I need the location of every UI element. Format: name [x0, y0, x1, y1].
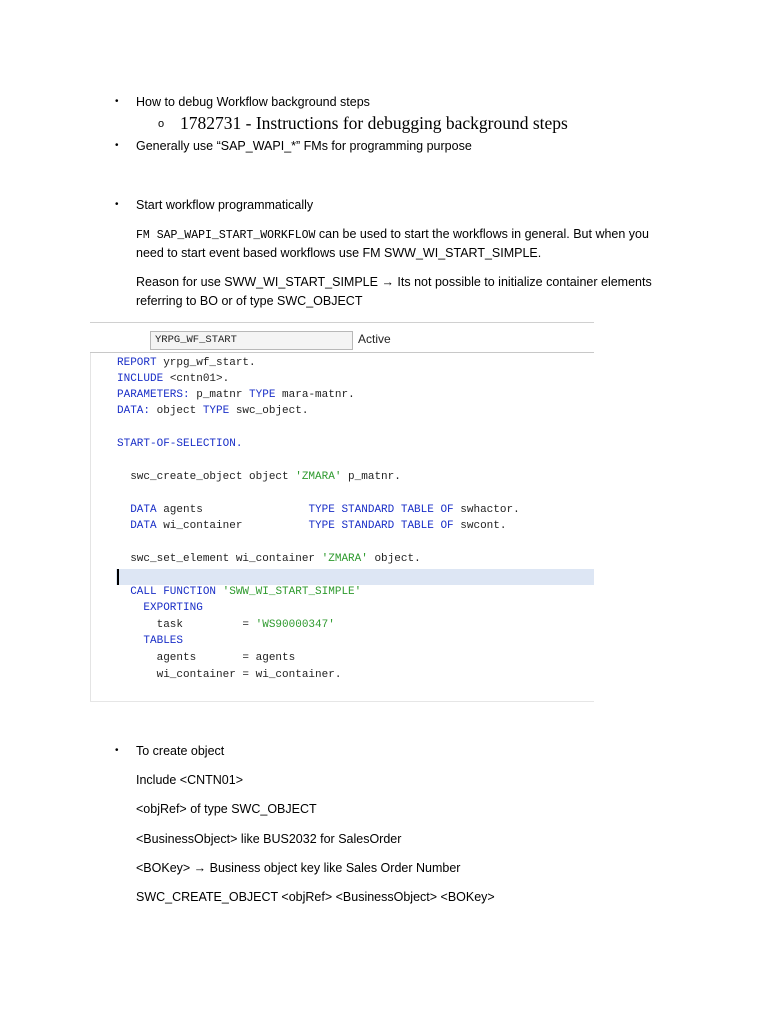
code-line: DATA agents TYPE STANDARD TABLE OF swhactor.: [117, 504, 520, 516]
code-line: INCLUDE <cntn01>.: [117, 373, 230, 385]
sub-bullet-icon: o: [158, 118, 165, 130]
abap-editor-screenshot: [90, 322, 594, 702]
paragraph-reason-line2: referring to BO or of type SWC_OBJECT: [136, 294, 363, 308]
program-name-field[interactable]: YRPG_WF_START: [150, 331, 353, 350]
paragraph-reason-line1: Reason for use SWW_WI_START_SIMPLE → Its not possible to initialize container elements: [136, 275, 652, 289]
code-line: DATA wi_container TYPE STANDARD TABLE OF swcont.: [117, 520, 507, 532]
bullet-icon: •: [115, 140, 119, 151]
bullet-text-sap-wapi: Generally use “SAP_WAPI_*” FMs for programming purpose: [136, 139, 472, 153]
code-line: DATA: object TYPE swc_object.: [117, 405, 309, 417]
paragraph-fm-usage: [136, 226, 649, 244]
create-object-line2: <objRef> of type SWC_OBJECT: [136, 802, 317, 816]
code-line: swc_set_element wi_container 'ZMARA' object.: [117, 553, 421, 565]
paragraph-line: need to start event based workflows use FM SWW_WI_START_SIMPLE.: [136, 246, 542, 260]
current-line-highlight: [116, 569, 594, 585]
text-cursor: [117, 569, 119, 585]
code-line: CALL FUNCTION 'SWW_WI_START_SIMPLE': [117, 586, 362, 598]
code-line: EXPORTING: [117, 602, 203, 614]
create-object-line5: SWC_CREATE_OBJECT <objRef> <BusinessObject> <BOKey>: [136, 890, 495, 904]
code-line: task = 'WS90000347': [117, 619, 335, 631]
code-line: agents = agents: [117, 652, 296, 664]
bullet-icon: •: [115, 96, 119, 107]
divider: [90, 701, 594, 702]
divider: [90, 352, 594, 353]
editor-gutter: [90, 353, 91, 701]
code-line: wi_container = wi_container.: [117, 669, 342, 681]
bullet-text-start-workflow: Start workflow programmatically: [136, 198, 314, 212]
program-status: Active: [358, 332, 391, 346]
bullet-text-create-object: To create object: [136, 744, 225, 758]
fm-code-text: FM SAP_WAPI_START_WORKFLOW: [136, 229, 316, 242]
note-link-1782731[interactable]: 1782731 - Instructions for debugging background steps: [180, 113, 568, 133]
create-object-line3: <BusinessObject> like BUS2032 for SalesOrder: [136, 832, 402, 846]
divider: [90, 322, 594, 323]
bullet-icon: •: [115, 745, 119, 756]
paragraph-text: can be used to start the workflows in general. But when you: [315, 227, 649, 241]
create-object-line4: <BOKey> → Business object key like Sales Order Number: [136, 861, 461, 875]
code-line: swc_create_object object 'ZMARA' p_matnr.: [117, 471, 401, 483]
code-line: PARAMETERS: p_matnr TYPE mara-matnr.: [117, 389, 355, 401]
create-object-line1: Include <CNTN01>: [136, 773, 244, 787]
code-line: REPORT yrpg_wf_start.: [117, 357, 256, 369]
bullet-text-debug-workflow: How to debug Workflow background steps: [136, 95, 370, 109]
code-line: TABLES: [117, 635, 184, 647]
code-line: START-OF-SELECTION.: [117, 438, 243, 450]
bullet-icon: •: [115, 199, 119, 210]
